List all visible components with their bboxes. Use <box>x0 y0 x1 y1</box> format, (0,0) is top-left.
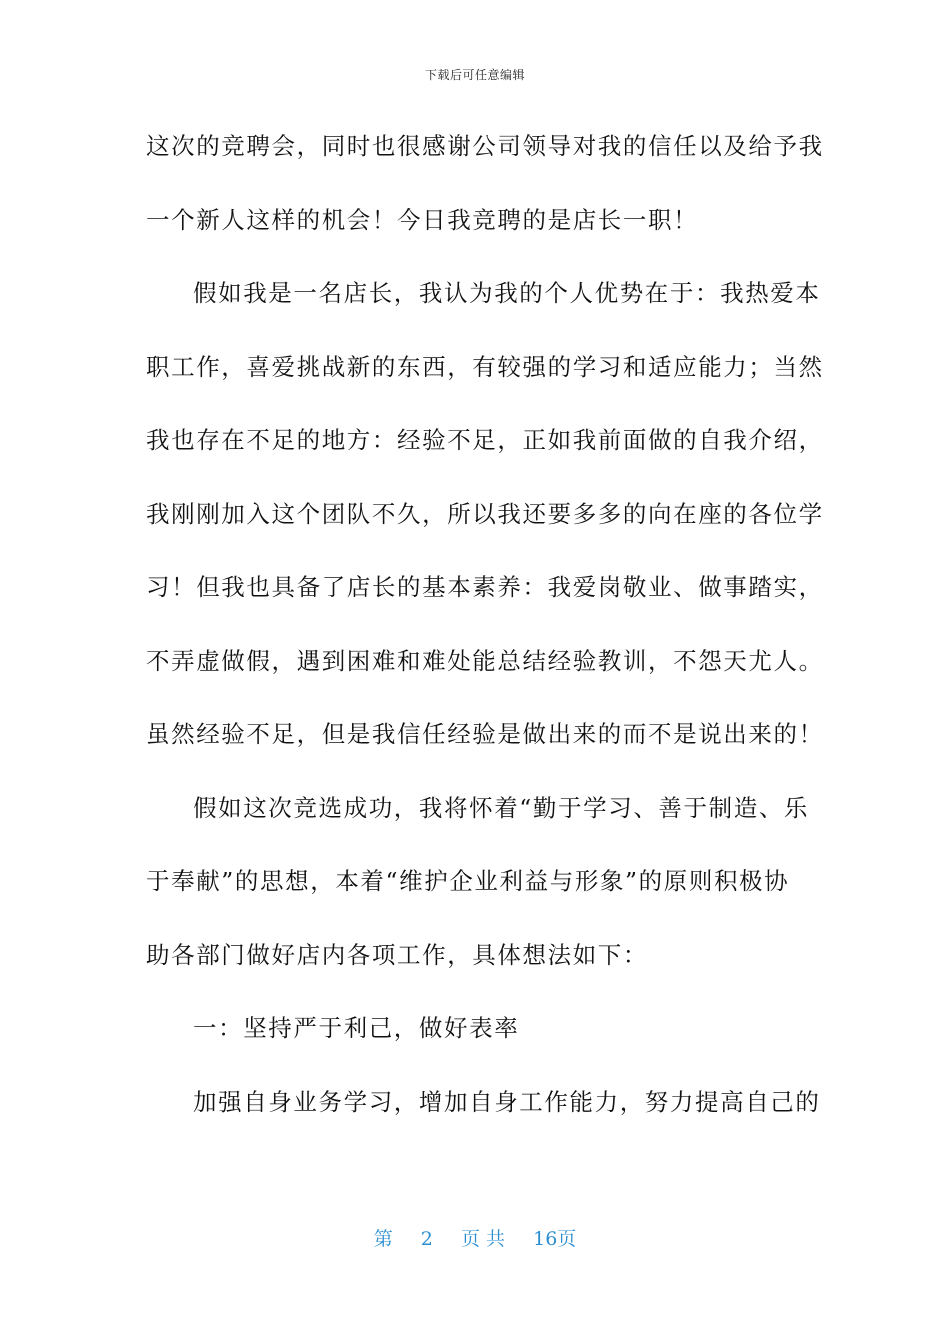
text-line: 不弄虚做假，遇到困难和难处能总结经验教训，不怨天尤人。 <box>146 646 824 675</box>
paragraph-start-line: 假如我是一名店长，我认为我的个人优势在于：我热爱本 <box>193 279 821 307</box>
text-line: 于奉献”的思想，本着“维护企业利益与形象”的原则积极协 <box>146 867 790 895</box>
body-text <box>146 126 824 1155</box>
current-page-number: 2 <box>420 1228 433 1250</box>
page-footer <box>0 1224 950 1251</box>
text-line: 我刚刚加入这个团队不久，所以我还要多多的向在座的各位学 <box>146 499 824 528</box>
section-heading: 一：坚持严于利己，做好表率 <box>193 1014 520 1042</box>
text-line: 虽然经验不足，但是我信任经验是做出来的而不是说出来的！ <box>146 720 824 748</box>
footer-middle: 页 共 <box>460 1228 506 1250</box>
text-line: 这次的竞聘会，同时也很感谢公司领导对我的信任以及给予我 <box>146 132 824 160</box>
text-line: 习！但我也具备了店长的基本素养：我爱岗敬业、做事踏实， <box>146 573 824 601</box>
paragraph-start-line: 加强自身业务学习，增加自身工作能力，努力提高自己的 <box>193 1087 821 1116</box>
text-line: 助各部门做好店内各项工作，具体想法如下： <box>146 940 648 969</box>
header-note: 下载后可任意编辑 <box>424 68 525 82</box>
text-line: 一个新人这样的机会！今日我竞聘的是店长一职！ <box>146 205 699 234</box>
footer-prefix: 第 <box>373 1228 393 1250</box>
text-line: 我也存在不足的地方：经验不足，正如我前面做的自我介绍， <box>146 426 824 454</box>
text-line: 职工作，喜爱挑战新的东西，有较强的学习和适应能力；当然 <box>146 352 824 381</box>
total-pages: 16页 <box>533 1228 577 1250</box>
paragraph-start-line: 假如这次竞选成功，我将怀着“勤于学习、善于制造、乐 <box>193 793 810 822</box>
